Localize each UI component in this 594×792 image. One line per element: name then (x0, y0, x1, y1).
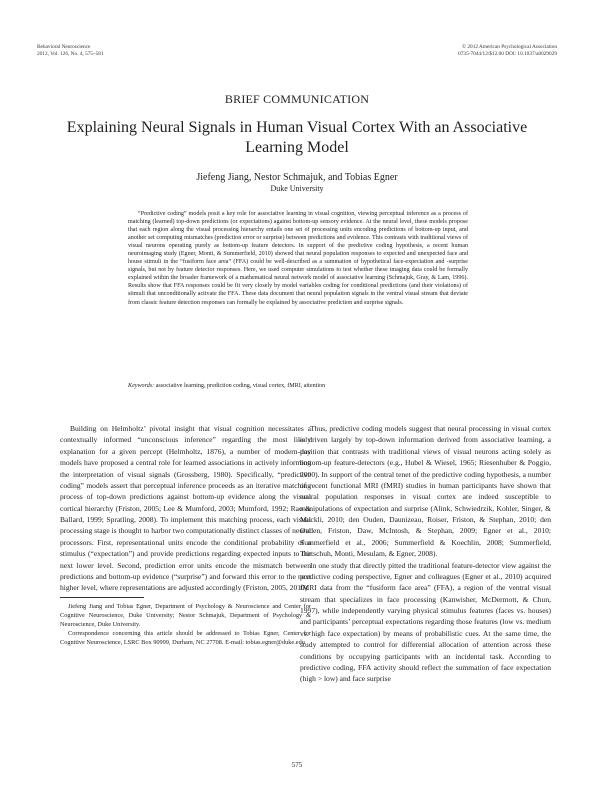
body-paragraph: Thus, predictive coding models suggest that neural processing in visual cortex is driven largely by top-down information derived from associative learning, a position that contrasts with traditional views of visual neurons acting solely as bottom-up feature-detectors (e.g., Hubel & Wiesel, 1965; Riesenhuber & Poggio, 2000). In support of the central tenet of the predictive coding hypothesis, a number of recent functional MRI (fMRI) studies in human participants have shown that neural population responses in visual cortex are indeed susceptible to manipulations of expectation and surprise (Alink, Schwiedrzik, Kohler, Singer, & Muckli, 2010; den Ouden, Daunizeau, Roiser, Friston, & Stephan, 2010; den Ouden, Friston, Daw, McIntosh, & Stephan, 2009; Egner et al., 2010; Summerfield et al., 2006; Summerfield & Koechlin, 2008; Summerfield, Trittschuh, Monti, Mesulam, & Egner, 2008). (300, 424, 551, 559)
article-title: Explaining Neural Signals in Human Visual Cortex With an Associative Learning Model (66, 119, 528, 156)
body-column-right (300, 423, 551, 685)
page-number: 575 (291, 761, 303, 769)
journal-issue: 2012, Vol. 126, No. 4, 575–581 (37, 51, 104, 57)
body-column-left (60, 423, 311, 594)
correspondence-note: Correspondence concerning this article should be addressed to Tobias Egner, Center for Cognitive Neuroscience, LSRC Box 90999, Durham, NC 27708. E-mail: tobias.egner@duke.edu (60, 630, 311, 647)
journal-header-right (458, 44, 557, 58)
abstract: “Predictive coding” models posit a key role for associative learning in visual cognition, viewing perceptual inference as a process of matching (learned) top-down predictions (or expectations) against bottom-up sensory evidence. At the neural level, these models propose that each region along the visual processing hierarchy entails one set of processing units encoding predictions of bottom-up input, and another set computing mismatches (prediction error or surprise) between predictions and evidence. This contrasts with traditional views of visual neurons operating purely as bottom-up feature detectors. In support of the predictive coding hypothesis, a recent human neuroimaging study (Egner, Monti, & Summerfield, 2010) showed that neural population responses to expected and unexpected face and house stimuli in the “fusiform face area” (FFA) could be well-described as a summation of hypothetical face-expectation and -surprise signals, but not by feature detector responses. Here, we used computer simulations to test whether these imaging data could be formally explained within the broader framework of a mathematical neural network model of associative learning (Schmajuk, Gray, & Lam, 1996). Results show that FFA responses could be fit very closely by model variables coding for conditional predictions (and their violations) of stimuli that unconditionally activate the FFA. These data document that neural population signals in the ventral visual stream that deviate from classic feature detection responses can formally be explained by associative prediction and surprise signals. (128, 211, 468, 306)
journal-name: Behavioral Neuroscience (37, 44, 91, 50)
body-paragraph: Building on Helmholtz’ pivotal insight that visual cognition necessitates a contextually informed “unconscious inference” regarding the most likely explanation for a given percept (Helmholtz, 1876), a number of modern-day models have proposed a central role for learned associations in actively informing the interpretation of visual signals (Grossberg, 1980). Specifically, “predictive coding” models assert that perceptual inference proceeds as an iterative matching process of top-down predictions against bottom-up evidence along the visual cortical hierarchy (Friston, 2005; Lee & Mumford, 2003; Mumford, 1992; Rao & Ballard, 1999; Spratling, 2008). To implement this matching process, each visual processing stage is thought to harbor two computationally distinct classes of neural processors. First, representational units encode the conditional probability of a stimulus (“expectation”) and provide predictions regarding expected inputs to the next lower level. Second, prediction error units encode the mismatch between predictions and bottom-up evidence (“surprise”) and forward this error to the next higher level, where representations are adjusted accordingly (Friston, 2005, 2010). (60, 424, 311, 593)
keywords-text: associative learning, prediction coding, visual cortex, fMRI, attention (155, 383, 326, 389)
section-label: BRIEF COMMUNICATION (224, 92, 370, 106)
author-list: Jiefeng Jiang, Nestor Schmajuk, and Tobias Egner (196, 172, 398, 183)
keywords (128, 382, 468, 390)
doi: 0735-7044/12/$12.00 DOI: 10.1037/a0029029 (458, 51, 557, 57)
footnote-divider (60, 597, 144, 598)
affiliation: Duke University (270, 184, 324, 193)
keywords-label: Keywords: (128, 383, 155, 389)
journal-header-left (37, 44, 104, 58)
copyright-notice: © 2012 American Psychological Association (462, 44, 557, 50)
author-affiliations: Jiefeng Jiang and Tobias Egner, Department of Psychology & Neuroscience and Center for Cognitive Neuroscience, Duke University; Nestor Schmajuk, Department of Psychology & Neuroscience, Duke University. (60, 603, 311, 629)
author-note (60, 602, 311, 647)
body-paragraph: In one study that directly pitted the traditional feature-detector view against the predictive coding perspective, Egner and colleagues (Egner et al., 2010) acquired fMRI data from the “fusiform face area” (FFA), a region of the ventral visual stream that specializes in face processing (Kanwisher, McDermott, & Chun, 1997), while independently varying physical stimulus features (faces vs. houses) and participants’ perceptual expectations regarding those features (low vs. medium vs. high face expectation) by means of probabilistic cues. At the same time, the study attempted to control for differential allocation of attention across these conditions by occupying participants with an incidental task. According to predictive coding, FFA activity should reflect the summation of face expectation (high > low) and face surprise (300, 560, 551, 684)
